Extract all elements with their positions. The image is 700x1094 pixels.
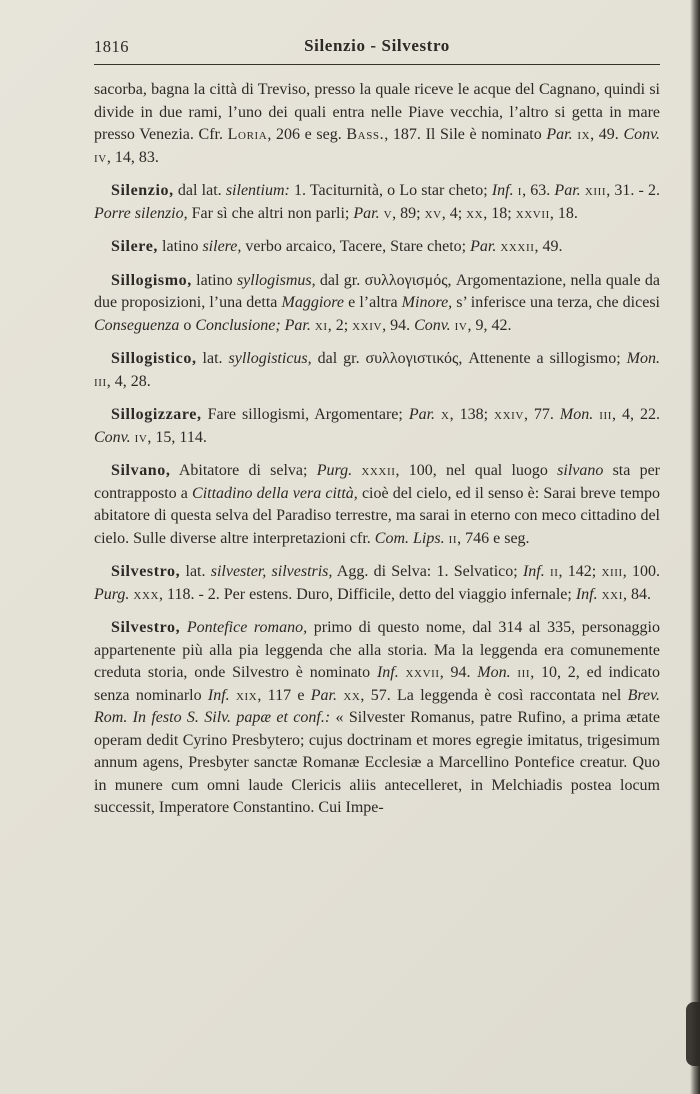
- entry-sillogistico: [94, 348, 660, 393]
- text-run: xxxii: [361, 462, 396, 479]
- header-rule: [94, 64, 660, 65]
- text-run: Porre silenzio,: [94, 204, 188, 222]
- scan-binding-shadow: [690, 0, 700, 1094]
- text-run: [352, 462, 361, 479]
- text-run: ii: [549, 563, 559, 580]
- text-run: , 18;: [483, 204, 516, 222]
- continuation-sile: [94, 79, 660, 169]
- entry-headword: Silenzio,: [111, 182, 174, 199]
- text-run: , 63.: [522, 182, 555, 199]
- text-run: lat.: [196, 350, 229, 367]
- text-run: Par.: [554, 182, 581, 199]
- text-run: xxiv: [494, 406, 524, 423]
- text-run: Par.: [546, 126, 573, 143]
- text-run: silvano: [557, 462, 604, 479]
- text-run: Inf.: [522, 563, 545, 580]
- text-run: Conclusione;: [195, 316, 281, 334]
- entry-sillogizzare: [94, 404, 660, 449]
- text-run: Cittadino della vera città,: [192, 484, 358, 502]
- text-run: Agg. di Selva: 1. Selvatico;: [332, 563, 523, 580]
- text-run: « Silvester Romanus, patre Rufino, a prima ætate operam dedit Cyrino Presbytero; cujus doctrinam et mores egregie imitatus, trigesimum annum agens, Presbyter sanctæ Romanæ Ecclesiæ a Marcellino Pontefice creatur. Quo in munere cum omni laude Clericis aliis antecelleret, in Melchiadis postea locum successit, Imperatore Constantino. Cui Impe-: [94, 709, 660, 816]
- text-run: , 117 e: [257, 686, 311, 704]
- text-run: , 89;: [392, 204, 425, 222]
- text-run: xiii: [601, 563, 623, 580]
- text-run: xiii: [584, 182, 607, 199]
- text-run: , 94.: [439, 664, 478, 681]
- text-run: v: [383, 204, 393, 222]
- text-run: , 4, 22.: [612, 406, 661, 423]
- text-run: Far sì che altri non parli;: [187, 204, 354, 222]
- text-run: xx: [466, 204, 484, 222]
- text-run: Par.: [284, 316, 311, 334]
- page-header: [94, 36, 660, 60]
- text-run: iv: [94, 148, 107, 166]
- text-run: Inf.: [575, 585, 598, 603]
- text-run: sta per contrapposto a: [94, 462, 661, 502]
- text-run: Inf.: [207, 686, 230, 704]
- text-run: Mon.: [559, 406, 594, 423]
- text-run: , 138;: [449, 406, 495, 423]
- text-run: iii: [517, 664, 531, 681]
- text-run: , 9, 42.: [467, 316, 512, 334]
- text-run: Purg.: [94, 585, 130, 603]
- entry-headword: Silvano,: [111, 462, 171, 479]
- text-run: primo di questo nome, dal 314 al 335, personaggio appartenente più alla pia leggenda che alla storia. Ma la leggenda era comunemente creduta storia, onde Silvestro è nominato: [94, 619, 661, 681]
- text-run: , 94.: [382, 316, 415, 334]
- text-run: 1. Taciturnità, o Lo star cheto;: [289, 182, 492, 199]
- text-run: xxvii: [515, 204, 550, 222]
- text-run: xv: [424, 204, 442, 222]
- text-run: Loria: [227, 126, 268, 143]
- text-run: , 118. - 2. Per estens. Duro, Difficile, detto del viaggio infernale;: [159, 585, 576, 603]
- text-run: dal gr. συλλογισμός, Argomentazione, nella quale da due proposizioni, l’una detta: [94, 271, 661, 311]
- text-run: syllogismus,: [236, 271, 316, 289]
- text-run: , 10, 2, ed indicato senza nominarlo: [94, 664, 661, 704]
- text-run: dal gr. συλλογιστικός, Attenente a sillogismo;: [311, 350, 627, 367]
- text-run: , 206 e seg.: [267, 126, 347, 143]
- text-run: xxxii: [500, 238, 535, 255]
- text-run: Par.: [408, 406, 436, 423]
- text-run: , 49.: [534, 238, 563, 255]
- text-run: , 15, 114.: [147, 428, 207, 446]
- entry-headword: Sillogismo,: [111, 271, 192, 289]
- text-run: Conv.: [623, 126, 661, 143]
- entry-silvestro-2: [94, 617, 660, 820]
- text-run: Brev. Rom. In festo S. Silv. papæ et conf.:: [94, 686, 661, 726]
- text-run: , 100, nel qual luogo: [395, 462, 558, 479]
- text-run: Mon.: [626, 350, 660, 367]
- text-run: dal lat.: [173, 182, 226, 199]
- text-run: o: [179, 316, 196, 334]
- text-run: , 14, 83.: [106, 148, 159, 166]
- page: [94, 36, 660, 820]
- text-run: Minore,: [401, 294, 453, 311]
- entry-silvestro-1: [94, 561, 660, 606]
- text-run: xi: [314, 316, 328, 334]
- text-run: Purg.: [316, 462, 353, 479]
- text-run: s’ inferisce una terza, che dicesi: [452, 294, 661, 311]
- text-run: , 187. Il Sile è nominato: [384, 126, 547, 143]
- text-run: verbo arcaico, Tacere, Stare cheto;: [241, 238, 471, 255]
- text-run: , 100.: [622, 563, 661, 580]
- text-run: Maggiore: [281, 294, 345, 311]
- text-run: , 57. La leggenda è così raccontata nel: [360, 686, 628, 704]
- text-run: ix: [577, 126, 591, 143]
- text-run: iv: [134, 428, 148, 446]
- text-run: silentium:: [225, 182, 290, 199]
- text-run: Fare sillogismi, Argomentare;: [201, 406, 409, 423]
- text-run: , 746 e seg.: [457, 529, 530, 547]
- text-run: Conv.: [414, 316, 451, 334]
- text-run: Pontefice romano,: [186, 619, 308, 636]
- entry-silenzio: [94, 180, 660, 225]
- text-run: , 2;: [327, 316, 353, 334]
- text-run: xxx: [133, 585, 160, 603]
- text-run: Inf.: [376, 664, 399, 681]
- text-run: ii: [448, 529, 458, 547]
- entry-headword: Sillogistico,: [111, 350, 197, 367]
- text-run: silvester, silvestris,: [210, 563, 333, 580]
- text-run: , 49.: [590, 126, 624, 143]
- page-number: 1816: [94, 37, 129, 56]
- entry-headword: Silere,: [111, 238, 159, 255]
- entry-silere: [94, 236, 660, 259]
- text-run: iii: [94, 372, 107, 390]
- text-run: Par.: [310, 686, 338, 704]
- text-run: , 18.: [549, 204, 578, 222]
- text-run: iv: [454, 316, 468, 334]
- text-run: , 4, 28.: [106, 372, 151, 390]
- text-run: Conseguenza: [94, 316, 180, 334]
- entry-headword: Sillogizzare,: [111, 406, 202, 423]
- text-run: [180, 619, 187, 636]
- running-header: Silenzio - Silvestro: [304, 36, 450, 55]
- entry-silvano: [94, 460, 660, 550]
- text-run: , 31. - 2.: [606, 182, 661, 199]
- text-run: cioè del cielo, ed il senso è: Sarai breve tempo abitatore di questa selva del Paradiso terrestre, ma sarai in eterno con meco cittadino del cielo. Sulle diverse altre interpretazioni cfr.: [94, 484, 661, 547]
- text-run: Bass.: [346, 126, 385, 143]
- text-run: syllogisticus,: [228, 350, 312, 367]
- text-run: i: [517, 182, 523, 199]
- text-run: Inf.: [491, 182, 514, 199]
- text-run: , 4;: [441, 204, 467, 222]
- text-run: xxvii: [405, 664, 440, 681]
- text-run: Par.: [353, 204, 380, 222]
- text-run: , 142;: [558, 563, 602, 580]
- text-run: Abitatore di selva;: [170, 462, 317, 479]
- text-run: xix: [236, 686, 258, 704]
- text-block: [94, 79, 660, 820]
- text-run: Com. Lips.: [374, 529, 445, 547]
- text-run: latino: [191, 271, 237, 289]
- text-run: xx: [343, 686, 361, 704]
- text-run: latino: [158, 238, 203, 255]
- text-run: xxiv: [352, 316, 383, 334]
- entry-headword: Silvestro,: [111, 619, 181, 636]
- text-run: Par.: [470, 238, 497, 255]
- text-run: [399, 664, 406, 681]
- entry-headword: Silvestro,: [111, 563, 181, 580]
- text-run: iii: [599, 406, 613, 423]
- text-run: , 84.: [622, 585, 651, 603]
- text-run: lat.: [180, 563, 211, 580]
- text-run: sacorba, bagna la città di Treviso, presso la quale riceve le acque del Cagnano, quindi si divide in due rami, l’uno dei quali entra nelle Piave vecchia, l’altro si getta in mare presso Venezia. Cfr.: [94, 81, 660, 143]
- text-run: xxi: [601, 585, 623, 603]
- text-run: Mon.: [477, 664, 511, 681]
- text-run: , 77.: [523, 406, 560, 423]
- text-run: Conv.: [94, 428, 131, 446]
- scan-edge-blob: [686, 1002, 700, 1066]
- entry-sillogismo: [94, 270, 660, 338]
- text-run: x: [441, 406, 450, 423]
- text-run: e l’altra: [344, 294, 402, 311]
- text-run: silere,: [202, 238, 242, 255]
